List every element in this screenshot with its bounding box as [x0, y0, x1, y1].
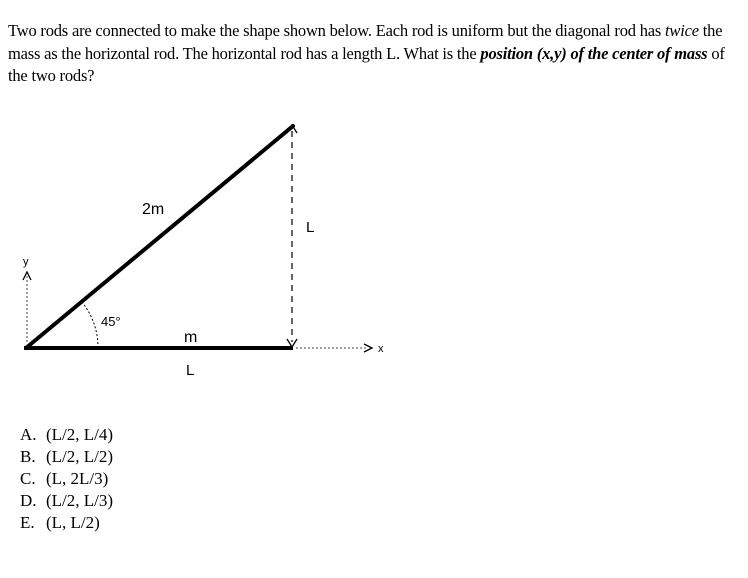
horizontal-mass-label: m: [184, 329, 198, 346]
diagonal-rod: [26, 126, 293, 348]
x-axis-label: x: [378, 343, 384, 355]
angle-label: 45°: [101, 314, 121, 329]
vertical-length-label: L: [306, 219, 315, 236]
choice-text: (L/2, L/2): [46, 447, 114, 466]
choice-letter: D.: [20, 491, 37, 510]
choice-e[interactable]: [20, 512, 113, 534]
choice-letter: A.: [20, 425, 37, 444]
choice-text: (L/2, L/4): [46, 425, 114, 444]
question-part-2: the mass as the horizontal rod. The horizontal rod has a length L. What is the: [8, 21, 723, 63]
choice-c[interactable]: [20, 468, 113, 490]
y-axis-label: y: [23, 256, 29, 268]
angle-arc: [82, 302, 98, 348]
horizontal-length-label: L: [186, 362, 195, 379]
choice-d[interactable]: [20, 490, 113, 512]
choice-a[interactable]: [20, 424, 113, 446]
choice-letter: E.: [20, 513, 35, 532]
question-part-3: of the two rods?: [8, 43, 725, 85]
choice-text: (L, 2L/3): [46, 469, 109, 488]
choice-letter: B.: [20, 447, 36, 466]
diagonal-mass-label: 2m: [142, 201, 165, 218]
choice-text: (L, L/2): [46, 513, 100, 532]
choice-b[interactable]: [20, 446, 113, 468]
answer-choices: [20, 424, 113, 534]
choice-text: (L/2, L/3): [46, 491, 114, 510]
question-part-1: Two rods are connected to make the shape shown below. Each rod is uniform but the diagonal rod has: [8, 21, 666, 40]
question-emphasis-position: position (x,y) of the center of mass: [480, 43, 708, 63]
question-emphasis-twice: twice: [665, 21, 699, 40]
choice-letter: C.: [20, 469, 36, 488]
